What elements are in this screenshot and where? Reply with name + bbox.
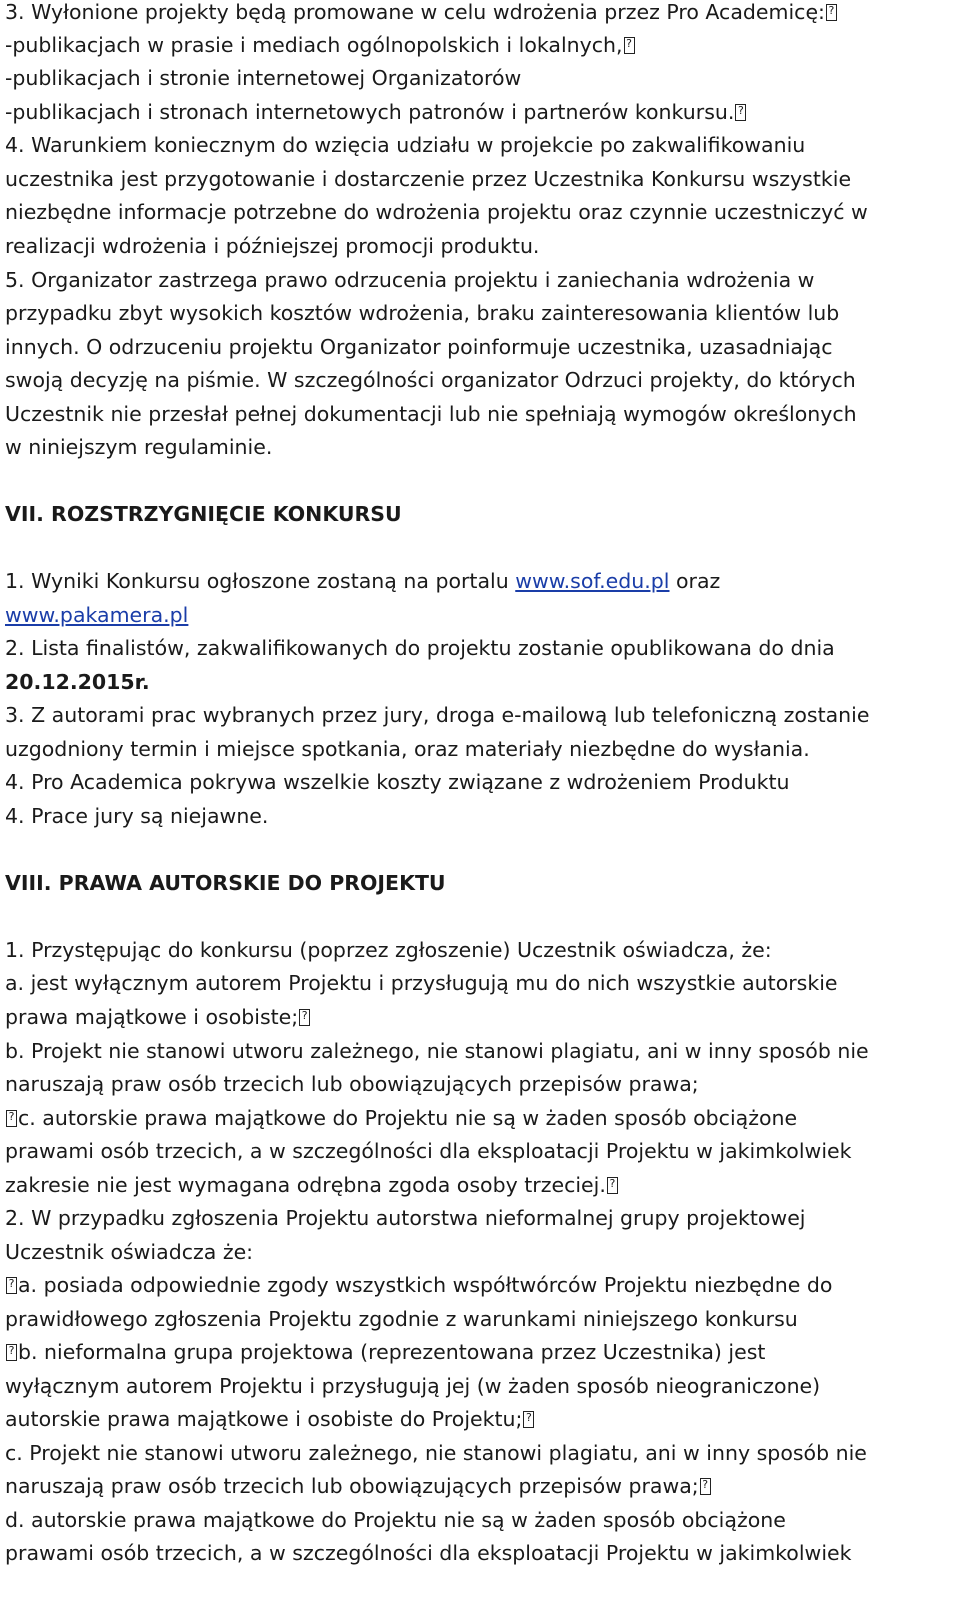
replacement-box-icon bbox=[299, 1009, 310, 1026]
text-line: przypadku zbyt wysokich kosztów wdrożenia, braku zainteresowania klientów lub bbox=[5, 301, 840, 325]
text-line-content: oraz bbox=[669, 569, 721, 593]
text-line bbox=[5, 1402, 535, 1436]
text-line-content: autorskie prawa majątkowe i osobiste do Projektu; bbox=[5, 1407, 523, 1431]
sof-edu-link[interactable]: www.sof.edu.pl bbox=[515, 569, 670, 593]
text-line: Uczestnik oświadcza że: bbox=[5, 1240, 254, 1264]
text-line-content: b. nieformalna grupa projektowa (reprezentowana przez Uczestnika) jest bbox=[18, 1340, 766, 1364]
replacement-box-icon bbox=[6, 1344, 17, 1361]
deadline-date: 20.12.2015r. bbox=[5, 670, 150, 694]
text-line bbox=[5, 0, 838, 29]
text-line: prawidłowego zgłoszenia Projektu zgodnie z warunkami niniejszego konkursu bbox=[5, 1307, 798, 1331]
text-line bbox=[5, 1268, 832, 1302]
text-line: -publikacjach i stronie internetowej Organizatorów bbox=[5, 66, 522, 90]
replacement-box-icon bbox=[700, 1478, 711, 1495]
text-line: prawami osób trzecich, a w szczególności dla eksploatacji Projektu w jakimkolwiek bbox=[5, 1139, 852, 1163]
text-line: 2. W przypadku zgłoszenia Projektu autorstwa nieformalnej grupy projektowej bbox=[5, 1206, 806, 1230]
replacement-box-icon bbox=[6, 1277, 17, 1294]
text-line: w niniejszym regulaminie. bbox=[5, 435, 273, 459]
text-line: a. jest wyłącznym autorem Projektu i przysługują mu do nich wszystkie autorskie bbox=[5, 971, 838, 995]
text-line: uczestnika jest przygotowanie i dostarczenie przez Uczestnika Konkursu wszystkie bbox=[5, 167, 852, 191]
text-line: innych. O odrzuceniu projektu Organizator poinformuje uczestnika, uzasadniając bbox=[5, 335, 833, 359]
text-line: 3. Z autorami prac wybranych przez jury, droga e-mailową lub telefoniczną zostanie bbox=[5, 703, 870, 727]
text-line: realizacji wdrożenia i późniejszej promocji produktu. bbox=[5, 234, 540, 258]
text-line bbox=[5, 1168, 619, 1202]
replacement-box-icon bbox=[826, 4, 837, 21]
replacement-box-icon bbox=[607, 1177, 618, 1194]
text-line bbox=[5, 28, 636, 62]
text-line: 5. Organizator zastrzega prawo odrzucenia projektu i zaniechania wdrożenia w bbox=[5, 268, 815, 292]
text-line: wyłącznym autorem Projektu i przysługują jej (w żaden sposób nieograniczone) bbox=[5, 1374, 821, 1398]
text-line-content: 3. Wyłonione projekty będą promowane w celu wdrożenia przez Pro Academicę: bbox=[5, 0, 825, 24]
text-line: Uczestnik nie przesłał pełnej dokumentacji lub nie spełniają wymogów określonych bbox=[5, 402, 857, 426]
text-line-content: -publikacjach w prasie i mediach ogólnopolskich i lokalnych, bbox=[5, 33, 623, 57]
text-line-content: zakresie nie jest wymagana odrębna zgoda osoby trzeciej. bbox=[5, 1173, 606, 1197]
text-line: prawami osób trzecich, a w szczególności dla eksploatacji Projektu w jakimkolwiek bbox=[5, 1541, 852, 1565]
text-line bbox=[5, 564, 720, 598]
text-line: uzgodniony termin i miejsce spotkania, oraz materiały niezbędne do wysłania. bbox=[5, 737, 810, 761]
replacement-box-icon bbox=[624, 37, 635, 54]
text-line bbox=[5, 1101, 797, 1135]
text-line: 4. Warunkiem koniecznym do wzięcia udziału w projekcie po zakwalifikowaniu bbox=[5, 133, 806, 157]
text-line-content: -publikacjach i stronach internetowych patronów i partnerów konkursu. bbox=[5, 100, 735, 124]
text-line bbox=[5, 1000, 311, 1034]
text-line: 2. Lista finalistów, zakwalifikowanych do projektu zostanie opublikowana do dnia bbox=[5, 636, 835, 660]
pakamera-link[interactable]: www.pakamera.pl bbox=[5, 603, 189, 627]
text-line-content: prawa majątkowe i osobiste; bbox=[5, 1005, 299, 1029]
text-line: naruszają praw osób trzecich lub obowiązujących przepisów prawa; bbox=[5, 1072, 699, 1096]
replacement-box-icon bbox=[735, 104, 746, 121]
replacement-box-icon bbox=[523, 1411, 534, 1428]
text-line-content: 1. Wyniki Konkursu ogłoszone zostaną na portalu bbox=[5, 569, 516, 593]
text-line: b. Projekt nie stanowi utworu zależnego, nie stanowi plagiatu, ani w inny sposób nie bbox=[5, 1039, 869, 1063]
text-line bbox=[5, 1335, 765, 1369]
text-line: 4. Prace jury są niejawne. bbox=[5, 804, 269, 828]
replacement-box-icon bbox=[6, 1110, 17, 1127]
text-line-content: naruszają praw osób trzecich lub obowiązujących przepisów prawa; bbox=[5, 1474, 699, 1498]
text-line: d. autorskie prawa majątkowe do Projektu nie są w żaden sposób obciążone bbox=[5, 1508, 786, 1532]
text-line: 4. Pro Academica pokrywa wszelkie koszty związane z wdrożeniem Produktu bbox=[5, 770, 790, 794]
text-line bbox=[5, 95, 747, 129]
text-line: swoją decyzję na piśmie. W szczególności organizator Odrzuci projekty, do których bbox=[5, 368, 856, 392]
text-line: 1. Przystępując do konkursu (poprzez zgłoszenie) Uczestnik oświadcza, że: bbox=[5, 938, 772, 962]
text-line-content: a. posiada odpowiednie zgody wszystkich współtwórców Projektu niezbędne do bbox=[18, 1273, 833, 1297]
text-line-content: c. autorskie prawa majątkowe do Projektu nie są w żaden sposób obciążone bbox=[18, 1106, 798, 1130]
section-heading-viii: VIII. PRAWA AUTORSKIE DO PROJEKTU bbox=[5, 871, 446, 895]
text-line bbox=[5, 598, 188, 632]
text-line: c. Projekt nie stanowi utworu zależnego, nie stanowi plagiatu, ani w inny sposób nie bbox=[5, 1441, 867, 1465]
text-line bbox=[5, 1469, 712, 1503]
text-line: niezbędne informacje potrzebne do wdrożenia projektu oraz czynnie uczestniczyć w bbox=[5, 200, 868, 224]
section-heading-vii: VII. ROZSTRZYGNIĘCIE KONKURSU bbox=[5, 502, 402, 526]
